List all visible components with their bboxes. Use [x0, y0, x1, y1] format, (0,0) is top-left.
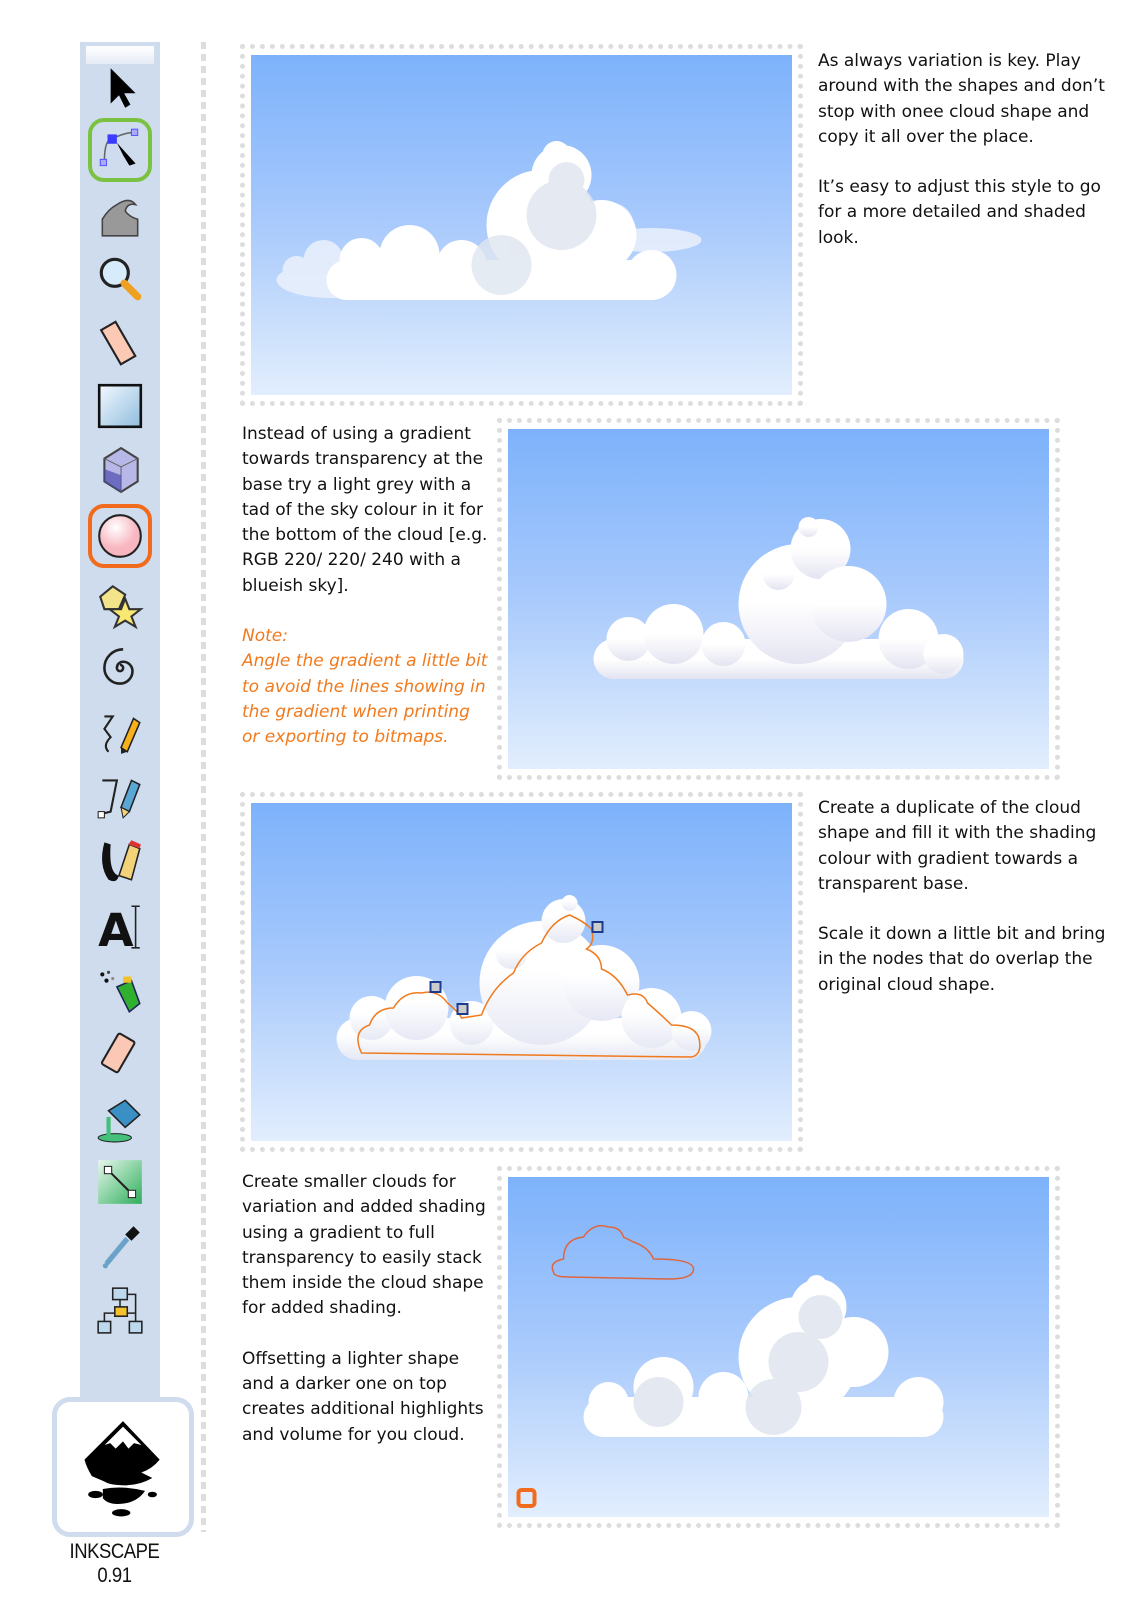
paragraph: It’s easy to adjust this style to go for a more detailed and shaded look.	[818, 177, 1101, 248]
rectangle-icon	[94, 380, 146, 432]
connector-tool-button[interactable]	[92, 1282, 148, 1338]
text-block-1	[818, 49, 1118, 276]
cloud-panel-1	[240, 44, 803, 406]
inkscape-version-label: INKSCAPE 0.91	[69, 1540, 160, 1587]
calligraphy-tool-button[interactable]	[92, 832, 148, 888]
star-polygon-icon	[94, 578, 146, 630]
paragraph: As always variation is key. Play around with the shapes and don’t stop with onee cloud shape and copy it all over the place.	[818, 51, 1105, 147]
inkscape-toolbox	[80, 42, 160, 1397]
magnifier-icon	[94, 252, 146, 304]
pen-tool-button[interactable]	[92, 768, 148, 824]
selector-tool-button[interactable]	[92, 60, 148, 116]
cloud-panel-3	[240, 792, 803, 1152]
calligraphy-pen-icon	[94, 834, 146, 886]
inkscape-mountain-icon	[68, 1412, 178, 1522]
cloud-panel-2	[497, 418, 1060, 780]
note-text: Angle the gradient a little bit to avoid the lines showing in the gradient when printing or exporting to bitmaps.	[242, 651, 488, 748]
gradient-icon	[94, 1156, 146, 1208]
circle-icon	[94, 510, 146, 562]
dropper-tool-button[interactable]	[92, 1218, 148, 1274]
tweak-wave-icon	[94, 188, 146, 240]
paint-bucket-icon	[94, 1092, 146, 1144]
svg-text:A: A	[98, 903, 134, 952]
pencil-icon	[94, 706, 146, 758]
rectangle-tool-button[interactable]	[92, 378, 148, 434]
eraser-icon	[94, 1028, 146, 1080]
sky-canvas-4	[508, 1177, 1049, 1517]
spiral-tool-button[interactable]	[92, 640, 148, 696]
zoom-tool-button[interactable]	[92, 250, 148, 306]
sky-canvas-2	[508, 429, 1049, 769]
cloud-illustration-1	[251, 55, 792, 395]
measure-tool-button[interactable]	[92, 314, 148, 370]
node-tool-button[interactable]	[92, 122, 148, 178]
eyedropper-icon	[94, 1220, 146, 1272]
tweak-tool-button[interactable]	[92, 186, 148, 242]
paragraph: Instead of using a gradient towards transparency at the base try a light grey with a tad of the sky colour in it for the bottom of the cloud [e.g. RGB 220/ 220/ 240 with a blueish sky].	[242, 424, 488, 596]
cloud-illustration-3	[251, 803, 792, 1141]
paragraph: Create a duplicate of the cloud shape and fill it with the shading colour with gradient towards a transparent base.	[818, 798, 1097, 894]
text-block-2	[242, 422, 492, 751]
text-block-3	[818, 796, 1118, 1023]
spiral-icon	[94, 642, 146, 694]
spray-tool-button[interactable]	[92, 962, 148, 1018]
arrow-cursor-icon	[94, 62, 146, 114]
node-edit-icon	[94, 124, 146, 176]
text-a-icon	[94, 900, 146, 952]
text-tool-button[interactable]	[92, 898, 148, 954]
3d-box-icon	[94, 444, 146, 496]
gradient-tool-button[interactable]	[92, 1154, 148, 1210]
paragraph: Offsetting a lighter shape and a darker one on top creates additional highlights and volume for you cloud.	[242, 1348, 484, 1445]
spray-can-icon	[94, 964, 146, 1016]
sky-canvas-3	[251, 803, 792, 1141]
cloud-panel-4	[497, 1166, 1060, 1528]
dotted-divider	[201, 42, 206, 1532]
star-tool-button[interactable]	[92, 576, 148, 632]
paragraph: Scale it down a little bit and bring in the nodes that do overlap the original cloud shape.	[818, 924, 1106, 995]
paint-bucket-tool-button[interactable]	[92, 1090, 148, 1146]
bezier-pen-icon	[94, 770, 146, 822]
text-block-4	[242, 1170, 492, 1473]
pencil-tool-button[interactable]	[92, 704, 148, 760]
eraser-tool-button[interactable]	[92, 1026, 148, 1082]
ellipse-tool-button[interactable]	[92, 508, 148, 564]
cloud-illustration-2	[508, 429, 1049, 769]
note-title: Note:	[242, 626, 288, 647]
ruler-icon	[94, 316, 146, 368]
paragraph: Create smaller clouds for variation and added shading using a gradient to full transparency to easily stack them inside the cloud shape for added shading.	[242, 1172, 486, 1319]
inkscape-logo	[52, 1397, 194, 1537]
3d-box-tool-button[interactable]	[92, 442, 148, 498]
cloud-illustration-4	[508, 1177, 1049, 1517]
sky-canvas-1	[251, 55, 792, 395]
connector-diagram-icon	[94, 1284, 146, 1336]
